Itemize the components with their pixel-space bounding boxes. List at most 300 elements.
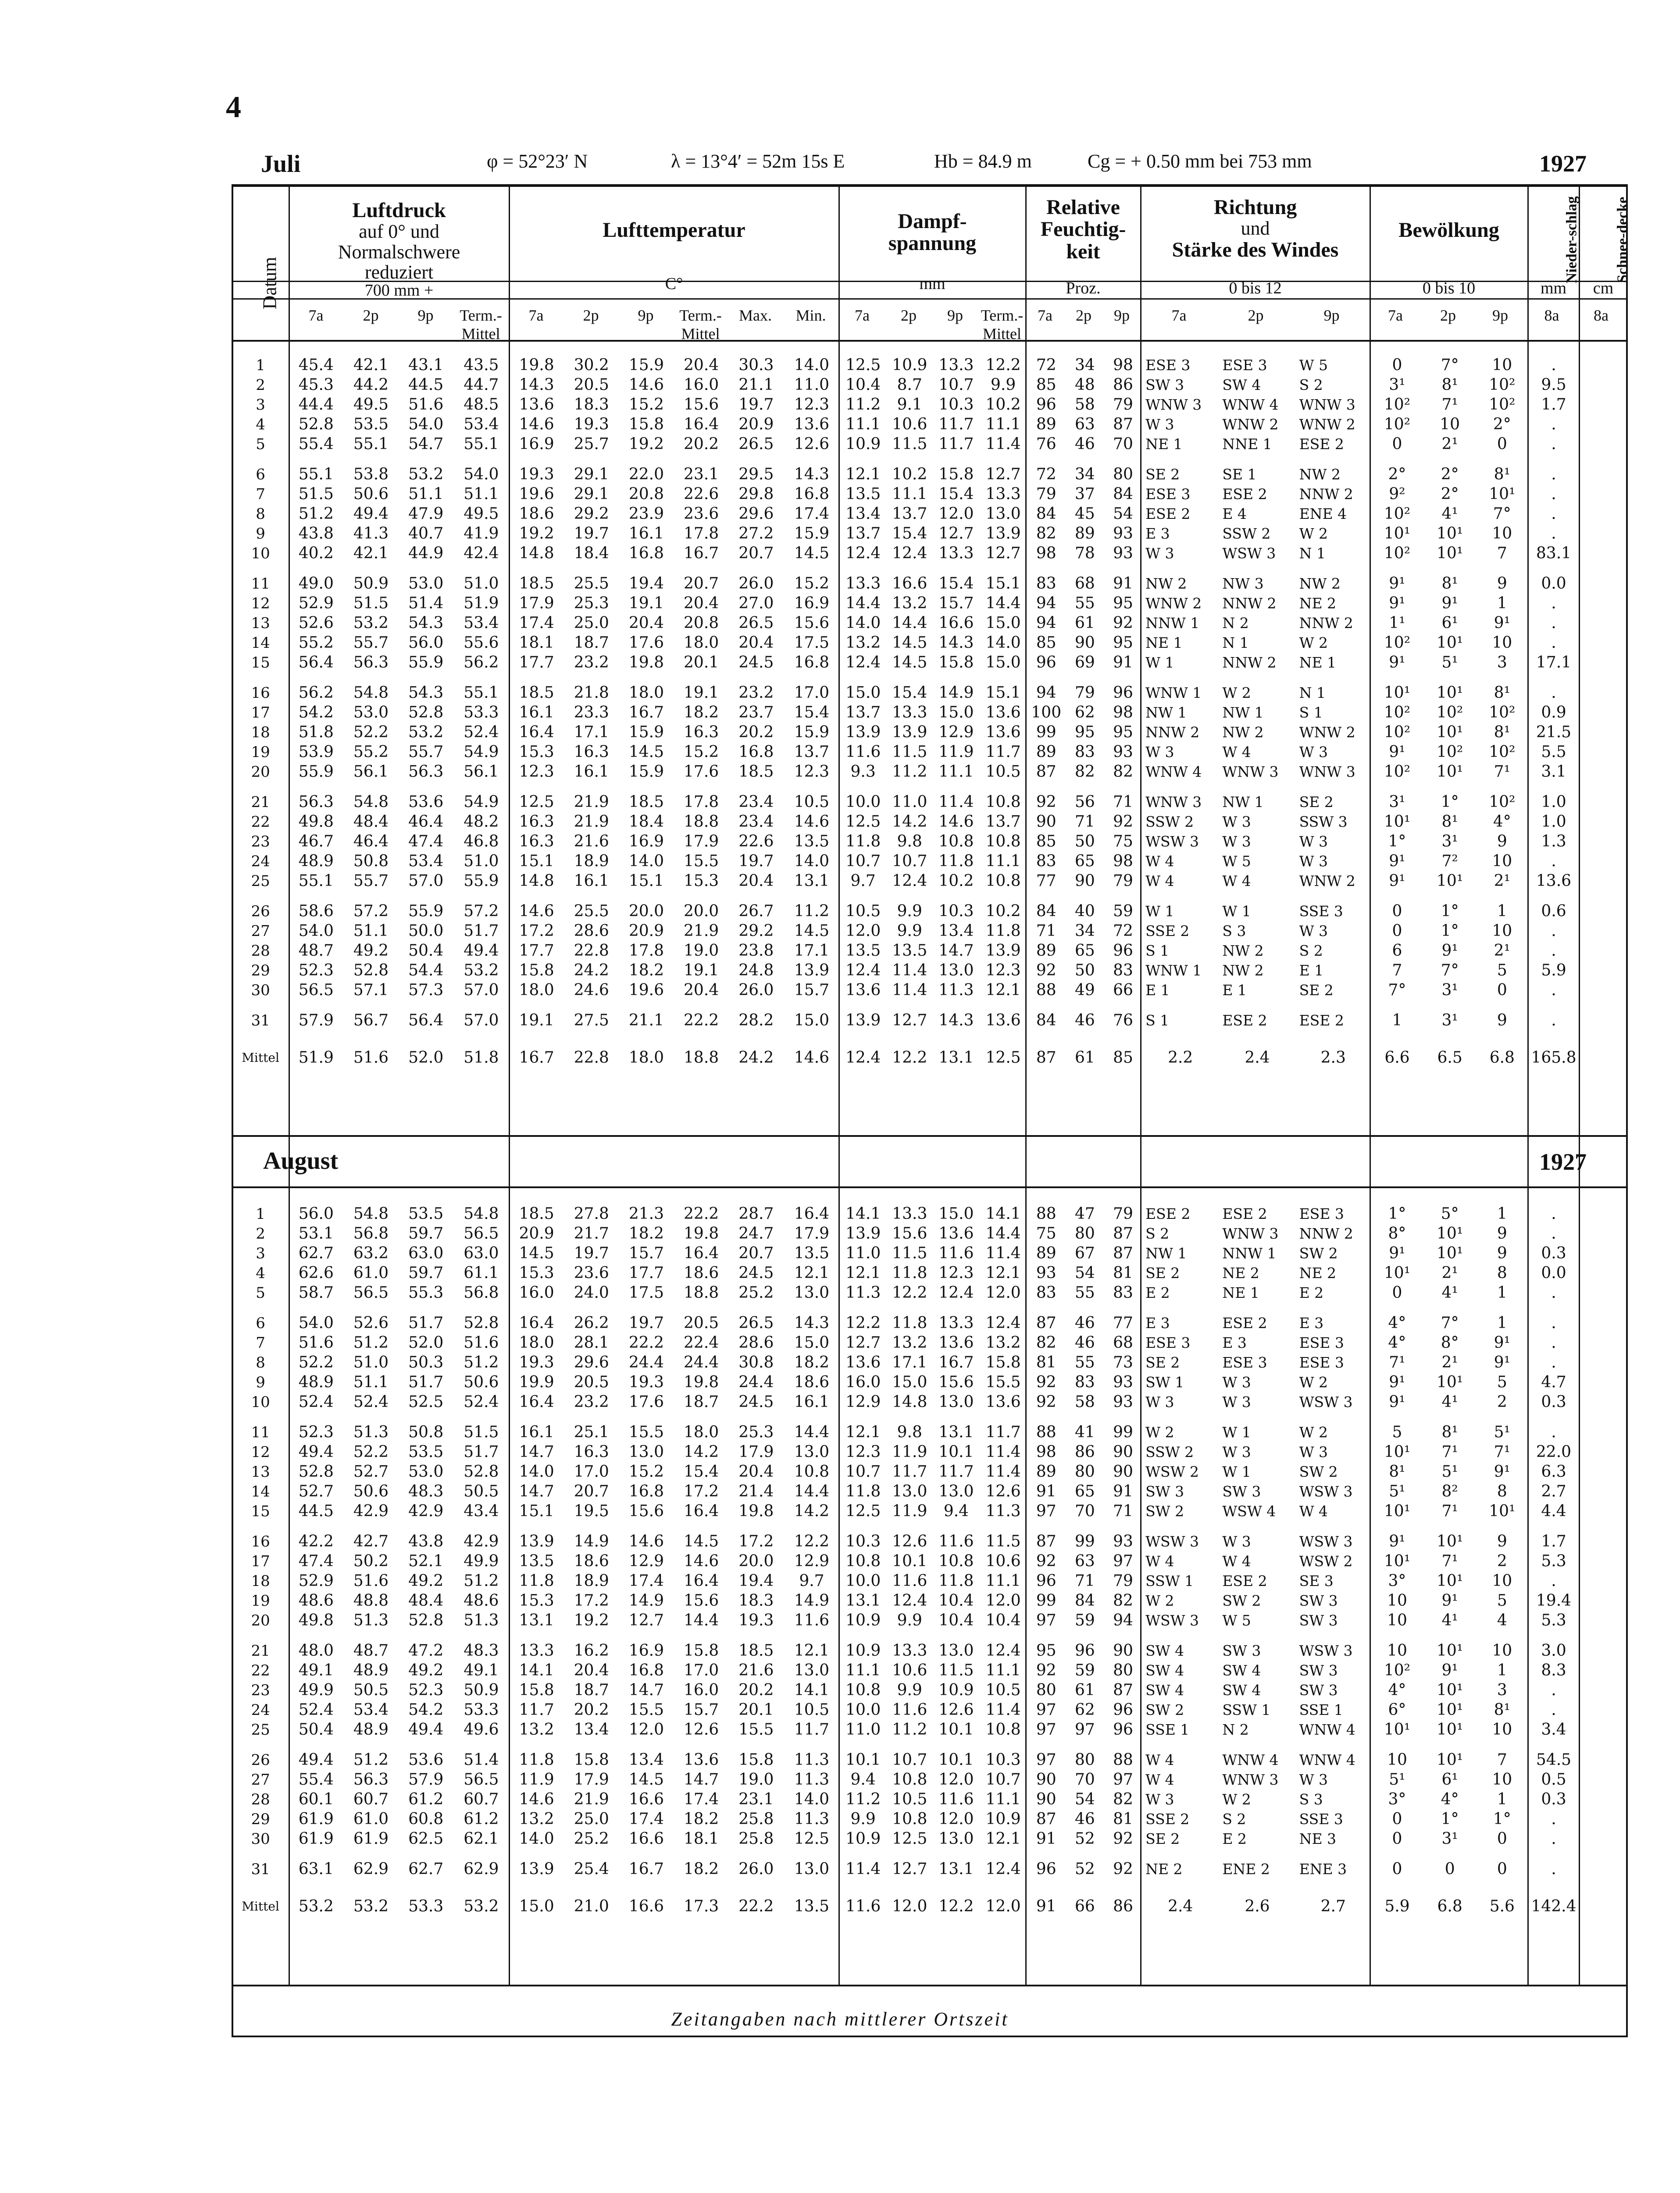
data-cell: 29.6 [574, 1354, 609, 1372]
data-cell: 95 [1113, 723, 1133, 741]
table-row [232, 1353, 1627, 1372]
data-cell: 3° [1388, 1572, 1406, 1590]
data-cell: 2.7 [1541, 1482, 1566, 1500]
data-cell: 90 [1036, 1771, 1056, 1789]
data-cell: 12.9 [938, 723, 974, 741]
data-cell: 20.9 [519, 1225, 554, 1243]
data-cell: 61.2 [408, 1790, 444, 1808]
data-cell: 11.8 [519, 1572, 554, 1590]
day-cell: 12 [251, 1443, 270, 1461]
data-cell: E 4 [1222, 505, 1247, 522]
mean-cell: 16.6 [628, 1897, 664, 1915]
snow-cell [1580, 683, 1627, 703]
data-cell: 16.3 [519, 813, 554, 831]
data-cell: 14.4 [794, 1482, 830, 1500]
data-cell: WNW 3 [1222, 1225, 1279, 1242]
data-cell: 4° [1493, 813, 1511, 831]
data-cell: WSW 3 [1299, 1393, 1353, 1411]
data-cell: 8¹ [1494, 465, 1510, 483]
data-cell: E 3 [1299, 1314, 1324, 1332]
data-cell: 5¹ [1441, 1463, 1458, 1481]
data-cell: 14.5 [794, 922, 830, 940]
data-cell: 54.8 [353, 1205, 389, 1223]
data-cell: 20.4 [574, 1661, 609, 1679]
data-cell: 88 [1113, 1751, 1133, 1769]
data-cell: . [1551, 1423, 1556, 1441]
data-cell: 15.6 [628, 1502, 664, 1520]
latitude: φ = 52°23′ N [487, 150, 588, 172]
data-cell: 56.5 [464, 1771, 499, 1789]
data-cell: 52.8 [408, 704, 444, 721]
data-cell: 15.5 [738, 1721, 774, 1739]
data-cell: 12.7 [938, 525, 974, 543]
data-cell: 18.5 [519, 575, 554, 593]
data-cell: 94 [1036, 594, 1056, 612]
data-cell: 17.7 [628, 1264, 664, 1282]
data-cell: 53.3 [464, 1701, 499, 1719]
data-cell: 19.1 [684, 961, 719, 979]
data-cell: 10 [1387, 1642, 1407, 1660]
data-cell: 11.4 [892, 981, 927, 999]
data-cell: 43.1 [408, 356, 444, 374]
data-cell: 55.1 [298, 465, 334, 483]
data-cell: 22.6 [738, 832, 774, 850]
data-cell: 63.0 [408, 1244, 444, 1262]
data-cell: 17.9 [794, 1225, 830, 1243]
snow-cell [1580, 1372, 1627, 1392]
data-cell: 51.8 [298, 723, 334, 741]
data-cell: 50.4 [408, 942, 444, 960]
data-cell: 13.2 [985, 1334, 1021, 1352]
data-cell: 8¹ [1441, 376, 1458, 394]
day-cell: 25 [251, 872, 270, 890]
data-cell: 2¹ [1494, 942, 1510, 960]
data-cell: 75 [1036, 1225, 1056, 1243]
data-cell: 61.0 [353, 1810, 389, 1828]
data-cell: 0 [1497, 435, 1507, 453]
data-cell: 2 [1497, 1393, 1507, 1411]
data-cell: W 4 [1222, 1553, 1251, 1570]
data-cell: . [1551, 485, 1556, 503]
data-cell: 13.0 [938, 1830, 974, 1848]
data-cell: 4¹ [1441, 1611, 1458, 1629]
data-cell: NNW 2 [1222, 595, 1277, 612]
data-cell: 1 [1497, 1205, 1507, 1223]
data-cell: 53.4 [464, 614, 499, 632]
column-subheader: 8a [1544, 307, 1559, 324]
column-subheader: 7a [855, 307, 870, 324]
column-subheader: Min. [795, 307, 826, 324]
data-cell: 100 [1031, 704, 1062, 721]
data-cell: NW 1 [1222, 793, 1264, 811]
data-cell: 55.2 [298, 634, 334, 652]
data-cell: 14.4 [845, 594, 881, 612]
data-cell: 8° [1388, 1225, 1406, 1243]
data-cell: 29.5 [738, 465, 774, 483]
data-cell: 19.3 [628, 1373, 664, 1391]
data-cell: N 1 [1299, 684, 1326, 701]
data-cell: 92 [1036, 1373, 1056, 1391]
data-cell: 52.2 [353, 1443, 389, 1461]
data-cell: 29.6 [738, 505, 774, 523]
data-cell: 51.6 [353, 1572, 389, 1590]
data-cell: 77 [1036, 872, 1056, 890]
day-cell: 24 [251, 852, 270, 870]
column-subheader: 9p [417, 307, 434, 324]
data-cell: 17.0 [684, 1661, 719, 1679]
data-cell: 14.6 [628, 376, 664, 394]
snow-cell [1580, 1611, 1627, 1630]
data-cell: 15.9 [794, 525, 830, 543]
data-cell: 29.8 [738, 485, 774, 503]
data-cell: 13.6 [794, 415, 830, 433]
data-cell: 97 [1036, 1611, 1056, 1629]
data-cell: 17.2 [519, 922, 554, 940]
data-cell: 10² [1384, 505, 1411, 523]
data-cell: 5¹ [1389, 1771, 1405, 1789]
month-title-july: Juli [261, 150, 301, 178]
data-cell: . [1551, 1225, 1556, 1243]
data-cell: 82 [1036, 525, 1056, 543]
data-cell: 3 [1497, 1681, 1507, 1699]
data-cell: 11.3 [845, 1284, 881, 1302]
snow-cell [1580, 762, 1627, 782]
data-cell: 14.1 [985, 1205, 1021, 1223]
data-cell: SE 2 [1145, 466, 1180, 483]
data-cell: 12.3 [845, 1443, 881, 1461]
data-cell: 67 [1074, 1244, 1095, 1262]
mean-cell: 13.5 [794, 1897, 830, 1915]
data-cell: 84 [1074, 1592, 1095, 1610]
data-cell: 15.0 [985, 614, 1021, 632]
data-cell: 83 [1036, 575, 1056, 593]
data-cell: 10 [1492, 1721, 1512, 1739]
snow-cell [1580, 1333, 1627, 1353]
data-cell: 14.8 [892, 1393, 927, 1411]
data-cell: 13.1 [845, 1592, 881, 1610]
data-cell: 19.4 [738, 1572, 774, 1590]
data-cell: 53.2 [353, 614, 389, 632]
data-cell: SW 4 [1222, 1662, 1261, 1679]
data-cell: 23.1 [684, 465, 719, 483]
data-cell: NE 2 [1299, 595, 1337, 612]
data-cell: 13.9 [985, 525, 1021, 543]
mean-cell: 24.2 [738, 1048, 774, 1067]
mean-cell: 91 [1036, 1897, 1056, 1915]
data-cell: 4¹ [1441, 1284, 1458, 1302]
data-cell: 10.0 [845, 1572, 881, 1590]
data-cell: 13.6 [985, 1393, 1021, 1411]
data-cell: 61 [1074, 1681, 1095, 1699]
data-cell: 17.4 [519, 614, 554, 632]
data-cell: 27.2 [738, 525, 774, 543]
data-cell: 20.7 [738, 544, 774, 562]
snow-cell [1580, 742, 1627, 762]
data-cell: 25.3 [574, 594, 609, 612]
data-cell: 20.4 [628, 614, 664, 632]
data-cell: 42.9 [464, 1532, 499, 1550]
data-cell: W 3 [1222, 1533, 1251, 1550]
data-cell: 82 [1113, 1790, 1133, 1808]
data-cell: 79 [1113, 1572, 1133, 1590]
data-cell: 21.1 [628, 1011, 664, 1029]
data-cell: 23.4 [738, 793, 774, 811]
data-cell: 14.5 [794, 544, 830, 562]
august-table [232, 1204, 1627, 1923]
data-cell: 7 [1497, 1751, 1507, 1769]
data-cell: 13.1 [794, 872, 830, 890]
data-cell: 56.1 [464, 763, 499, 781]
data-cell: 52.8 [408, 1611, 444, 1629]
data-cell: 98 [1036, 544, 1056, 562]
table-row [232, 1611, 1627, 1630]
data-cell: 58 [1074, 1393, 1095, 1411]
data-cell: 44.4 [298, 396, 334, 414]
data-cell: 15.2 [628, 1463, 664, 1481]
data-cell: 16.4 [684, 1572, 719, 1590]
data-cell: 9.8 [897, 832, 922, 850]
data-cell: 43.4 [464, 1502, 499, 1520]
data-cell: 96 [1113, 1701, 1133, 1719]
niederschlag-unit: mm [1540, 279, 1567, 297]
data-cell: 21.3 [628, 1205, 664, 1223]
data-cell: 13.7 [985, 813, 1021, 831]
data-cell: 53.1 [298, 1225, 334, 1243]
data-cell: 83.1 [1536, 544, 1572, 562]
data-cell: E 1 [1222, 982, 1247, 999]
mean-cell: 6.5 [1437, 1048, 1462, 1067]
data-cell: 57.9 [298, 1011, 334, 1029]
data-cell: 9 [1497, 1244, 1507, 1262]
data-cell: 13.6 [1536, 872, 1572, 890]
data-cell: 23.1 [738, 1790, 774, 1808]
day-cell: 7 [256, 1334, 265, 1352]
data-cell: 13.9 [985, 942, 1021, 960]
data-cell: 0.0 [1541, 575, 1566, 593]
data-cell: W 3 [1145, 416, 1174, 433]
data-cell: 10.8 [985, 1721, 1021, 1739]
data-cell: 52.6 [298, 614, 334, 632]
data-cell: 47.4 [298, 1552, 334, 1570]
data-cell: 91 [1113, 654, 1133, 671]
data-cell: 16.1 [519, 1423, 554, 1441]
data-cell: NW 2 [1222, 724, 1264, 741]
data-cell: 11.5 [892, 435, 927, 453]
data-cell: W 3 [1222, 1443, 1251, 1461]
data-cell: 1° [1388, 832, 1406, 850]
snow-cell [1580, 961, 1627, 980]
data-cell: 10² [1384, 704, 1411, 721]
data-cell: 14.5 [628, 1771, 664, 1789]
luftdruck-unit: 700 mm + [364, 281, 434, 300]
data-cell: SSE 3 [1299, 1811, 1343, 1828]
data-cell: SE 1 [1222, 466, 1257, 483]
data-cell: WSW 3 [1299, 1533, 1353, 1550]
data-cell: 9 [1497, 1225, 1507, 1243]
data-cell: 10.6 [985, 1552, 1021, 1570]
data-cell: 21.9 [574, 1790, 609, 1808]
data-cell: 24.5 [738, 1264, 774, 1282]
data-cell: 4.7 [1541, 1373, 1566, 1391]
data-cell: 14.8 [519, 544, 554, 562]
data-cell: 50.3 [408, 1354, 444, 1372]
data-cell: 9¹ [1441, 1661, 1458, 1679]
data-cell: SSE 1 [1145, 1721, 1190, 1738]
data-cell: ESE 3 [1145, 1334, 1191, 1351]
snow-cell [1580, 1829, 1627, 1849]
snow-cell [1580, 524, 1627, 543]
data-cell: 94 [1036, 684, 1056, 702]
data-cell: 56.2 [298, 684, 334, 702]
table-row [232, 851, 1627, 871]
data-cell: 10¹ [1437, 684, 1463, 702]
data-cell: 14.6 [938, 813, 974, 831]
data-cell: 0.5 [1541, 1771, 1566, 1789]
data-cell: 49.4 [408, 1721, 444, 1739]
data-cell: 10.8 [985, 872, 1021, 890]
data-cell: 1 [1392, 1011, 1402, 1029]
data-cell: 55.4 [298, 1771, 334, 1789]
data-cell: 11.8 [845, 1482, 881, 1500]
data-cell: 13.4 [574, 1721, 609, 1739]
data-cell: 65 [1074, 1482, 1095, 1500]
data-cell: 52.9 [298, 1572, 334, 1590]
data-cell: 12.1 [845, 465, 881, 483]
data-cell: 17.9 [574, 1771, 609, 1789]
data-cell: 46 [1074, 1011, 1095, 1029]
data-cell: SW 4 [1222, 376, 1261, 393]
data-cell: 10 [1492, 1642, 1512, 1660]
data-cell: 12.7 [985, 465, 1021, 483]
data-cell: 20.4 [684, 981, 719, 999]
data-cell: 11.8 [985, 922, 1021, 940]
data-cell: 12.5 [845, 813, 881, 831]
snow-cell [1580, 613, 1627, 633]
data-cell: W 3 [1145, 1791, 1174, 1808]
data-cell: E 1 [1299, 962, 1324, 979]
data-cell: 69 [1074, 654, 1095, 671]
data-cell: 14.7 [938, 942, 974, 960]
data-cell: 2° [1493, 415, 1511, 433]
day-cell: 29 [251, 961, 270, 979]
data-cell: 52.3 [298, 1423, 334, 1441]
data-cell: WSW 3 [1145, 833, 1199, 850]
snow-cell [1580, 941, 1627, 961]
data-cell: 12.6 [985, 1482, 1021, 1500]
data-cell: 1 [1497, 1314, 1507, 1332]
data-cell: 11.8 [519, 1751, 554, 1769]
data-cell: W 1 [1222, 1463, 1251, 1480]
data-cell: 53.4 [353, 1701, 389, 1719]
data-cell: 16.3 [519, 832, 554, 850]
data-cell: 55 [1074, 1354, 1095, 1372]
data-cell: 10.1 [938, 1443, 974, 1461]
data-cell: 93 [1113, 544, 1133, 562]
data-cell: 17.6 [684, 763, 719, 781]
data-cell: 72 [1036, 465, 1056, 483]
data-cell: 11.7 [794, 1721, 830, 1739]
data-cell: S 3 [1222, 922, 1246, 939]
data-cell: 7¹ [1441, 1443, 1458, 1461]
data-cell: 25.4 [574, 1860, 609, 1878]
table-row [232, 1243, 1627, 1263]
data-cell: 7° [1493, 505, 1511, 523]
data-cell: 10 [1387, 1592, 1407, 1610]
data-cell: 24.0 [574, 1284, 609, 1302]
mean-cell: 13.1 [938, 1048, 974, 1067]
data-cell: 12.0 [845, 922, 881, 940]
data-cell: E 3 [1222, 1334, 1247, 1351]
table-row [232, 1422, 1627, 1442]
data-cell: NNW 1 [1145, 614, 1200, 632]
data-cell: 57.0 [408, 872, 444, 890]
data-cell: SSW 1 [1222, 1701, 1271, 1718]
day-cell: 27 [251, 922, 270, 940]
data-cell: 2¹ [1494, 872, 1510, 890]
data-cell: 26.5 [738, 614, 774, 632]
data-cell: 16.4 [519, 1314, 554, 1332]
data-cell: 16.0 [684, 376, 719, 394]
data-cell: 0.9 [1541, 704, 1566, 721]
data-cell: 9.9 [897, 1681, 922, 1699]
data-cell: 58 [1074, 396, 1095, 414]
data-cell: 11.4 [938, 793, 974, 811]
data-cell: 52.8 [464, 1463, 499, 1481]
data-cell: 87 [1113, 1681, 1133, 1699]
data-cell: 23.4 [738, 813, 774, 831]
data-cell: 21.9 [574, 793, 609, 811]
data-cell: 30.3 [738, 356, 774, 374]
data-cell: 54.0 [298, 1314, 334, 1332]
data-cell: 20.5 [574, 376, 609, 394]
data-cell: ESE 3 [1299, 1354, 1344, 1371]
data-cell: 13.5 [845, 485, 881, 503]
data-cell: 56.1 [353, 763, 389, 781]
bewoelkung-header: Bewölkung [1398, 218, 1499, 242]
data-cell: 86 [1113, 376, 1133, 394]
data-cell: 51.2 [353, 1334, 389, 1352]
data-cell: E 2 [1145, 1284, 1170, 1301]
data-cell: 80 [1113, 465, 1133, 483]
data-cell: 90 [1074, 872, 1095, 890]
data-cell: 12.9 [845, 1393, 881, 1411]
snow-cell [1580, 484, 1627, 504]
snow-cell [1580, 832, 1627, 851]
mean-cell: 87 [1036, 1048, 1056, 1067]
data-cell: 19.1 [519, 1011, 554, 1029]
data-cell: SW 2 [1299, 1245, 1338, 1262]
data-cell: 1.3 [1541, 832, 1566, 850]
data-cell: 47 [1074, 1205, 1095, 1223]
data-cell: 20.8 [628, 485, 664, 503]
row-gap [232, 1879, 1627, 1889]
data-cell: W 4 [1145, 872, 1174, 889]
data-cell: NW 1 [1145, 704, 1187, 721]
data-cell: 90 [1113, 1463, 1133, 1481]
data-cell: 42.2 [298, 1532, 334, 1550]
data-cell: 3.1 [1541, 763, 1566, 781]
data-cell: 11.4 [845, 1860, 881, 1878]
snow-cell [1580, 921, 1627, 941]
day-cell: 6 [256, 465, 265, 483]
data-cell: 13.9 [519, 1532, 554, 1550]
data-cell: 16.4 [519, 1393, 554, 1411]
table-row [232, 871, 1627, 891]
data-cell: 20.7 [738, 1244, 774, 1262]
data-cell: 16.9 [794, 594, 830, 612]
data-cell: 89 [1036, 743, 1056, 761]
data-cell: 70 [1113, 435, 1133, 453]
